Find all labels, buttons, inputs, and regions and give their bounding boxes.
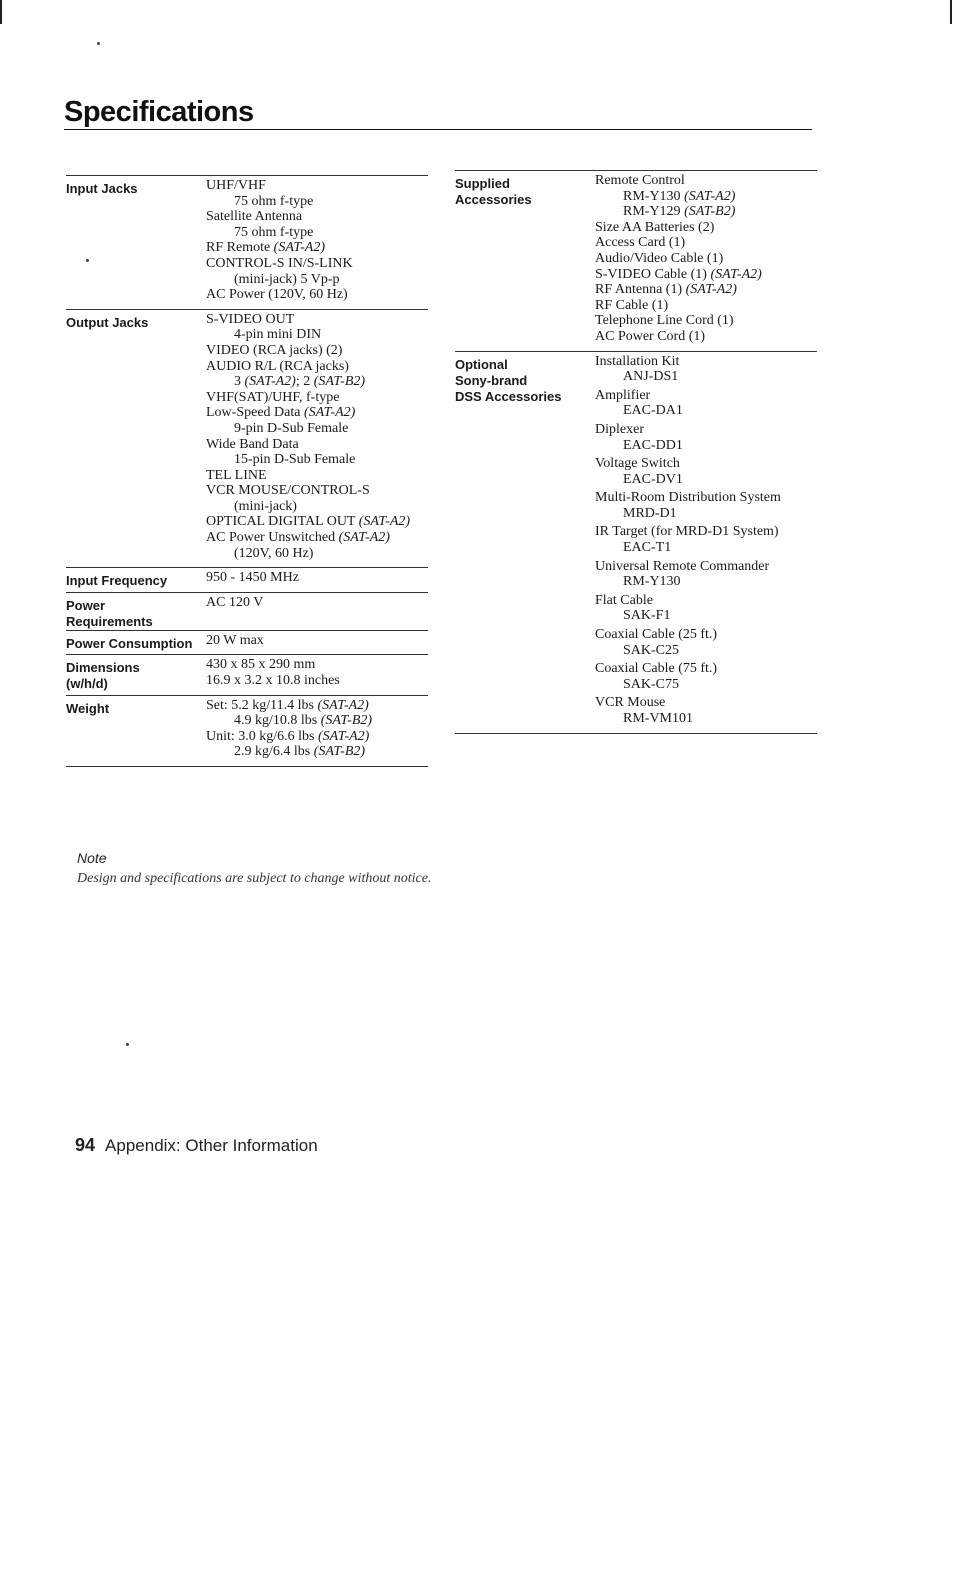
spec-value-text: Access Card (1) — [595, 235, 686, 251]
model-qualifier: (SAT-A2) — [338, 530, 390, 546]
spec-row — [66, 567, 428, 592]
spec-value-line — [595, 267, 762, 283]
spec-label — [66, 631, 206, 655]
spec-value-text: IR Target (for MRD-D1 System) — [595, 524, 779, 540]
spec-label-line: Accessories — [455, 192, 532, 207]
spec-value-line — [595, 403, 781, 419]
spec-row — [455, 351, 817, 734]
spec-value-text: 2.9 kg/6.4 lbs — [234, 744, 314, 760]
spec-value-text: Installation Kit — [595, 353, 680, 369]
spec-values — [595, 171, 762, 351]
spec-label-line: Output Jacks — [66, 314, 149, 330]
spec-value-line — [206, 499, 410, 515]
spec-value-text: Telephone Line Cord (1) — [595, 313, 734, 329]
spec-label — [66, 655, 206, 694]
spec-value-line — [206, 514, 410, 530]
model-qualifier: (SAT-B2) — [320, 713, 373, 729]
spec-row — [66, 309, 428, 568]
spec-row — [66, 175, 428, 309]
spec-value-line — [595, 251, 762, 267]
spec-label-line: Input Jacks — [66, 181, 138, 196]
spec-value-line — [206, 343, 410, 359]
spec-value-line — [206, 452, 410, 468]
spec-value-line — [206, 194, 353, 210]
spec-value-line — [595, 456, 781, 472]
model-qualifier: (SAT-B2) — [684, 204, 736, 220]
spec-label-line: Optional — [455, 356, 508, 372]
spec-row — [66, 654, 428, 694]
spec-value-line — [206, 359, 410, 375]
spec-value-text: ; 2 — [295, 374, 314, 390]
spec-label-line: (w/h/d) — [66, 676, 108, 692]
spec-value-line — [595, 661, 781, 677]
spec-value-text: RM-Y130 — [623, 574, 681, 590]
spec-value-line — [206, 256, 353, 272]
spec-value-text: Flat Cable — [595, 592, 653, 608]
spec-value-line — [206, 390, 410, 406]
spec-row — [455, 170, 817, 351]
spec-value-line — [206, 437, 410, 453]
spec-label — [66, 696, 206, 766]
spec-value-text: 15-pin D-Sub Female — [234, 452, 356, 468]
spec-value-line — [206, 287, 353, 303]
spec-value-text: Universal Remote Commander — [595, 558, 770, 574]
spec-value-text: 950 - 1450 MHz — [206, 570, 299, 586]
spec-value-text: AC Power Unswitched — [206, 530, 339, 546]
spec-label — [66, 176, 206, 309]
spec-value-text: AC Power (120V, 60 Hz) — [206, 287, 348, 303]
spec-value-text: RF Remote — [206, 240, 274, 256]
spec-row — [66, 592, 428, 630]
page-number: 94 — [75, 1135, 96, 1155]
spec-value-line — [595, 354, 781, 370]
spec-value-text: 20 W max — [206, 632, 264, 648]
model-qualifier: (SAT-A2) — [318, 728, 370, 744]
spec-value-text: S-VIDEO Cable (1) — [595, 266, 711, 282]
spec-value-text: CONTROL-S IN/S-LINK — [206, 255, 353, 271]
spec-value-text: (120V, 60 Hz) — [234, 545, 314, 561]
model-qualifier: (SAT-A2) — [358, 514, 411, 530]
spec-value-line — [595, 313, 762, 329]
spec-value-line — [206, 673, 340, 689]
spec-value-text: SAK-C25 — [623, 642, 680, 658]
spec-value-line — [206, 405, 410, 421]
spec-value-text: 430 x 85 x 290 mm — [206, 657, 316, 673]
spec-value-line — [206, 483, 410, 499]
spec-value-text: Diplexer — [595, 421, 644, 437]
spec-value-text: MRD-D1 — [623, 505, 677, 521]
spec-value-text: RM-Y130 — [623, 188, 685, 204]
model-qualifier: (SAT-A2) — [317, 697, 369, 713]
spec-value-line — [206, 312, 410, 328]
right-spec-table — [455, 170, 817, 734]
spec-value-line — [595, 369, 781, 385]
spec-values — [595, 352, 781, 733]
spec-value-text: 3 — [234, 374, 245, 390]
spec-value-line — [595, 608, 781, 624]
spec-value-line — [206, 595, 263, 611]
spec-value-line — [206, 729, 372, 745]
spec-value-line — [206, 530, 410, 546]
spec-value-text: Unit: 3.0 kg/6.6 lbs — [206, 728, 319, 744]
spec-value-line — [206, 272, 353, 288]
scan-speck — [97, 42, 100, 45]
spec-value-line — [595, 329, 762, 345]
spec-value-text: Audio/Video Cable (1) — [595, 250, 724, 266]
spec-value-line — [595, 574, 781, 590]
spec-value-line — [595, 540, 781, 556]
footer-section: Appendix: Other Information — [105, 1136, 318, 1155]
spec-value-line — [595, 235, 762, 251]
spec-row — [66, 630, 428, 655]
spec-values — [206, 568, 299, 592]
spec-value-text: 4.9 kg/10.8 lbs — [234, 713, 321, 729]
spec-value-text: Coaxial Cable (25 ft.) — [595, 627, 718, 643]
spec-label-line: Requirements — [66, 613, 153, 629]
spec-value-text: AC Power Cord (1) — [595, 328, 706, 344]
spec-value-line — [595, 298, 762, 314]
spec-value-line — [206, 657, 340, 673]
spec-value-line — [595, 282, 762, 298]
spec-value-line — [206, 744, 372, 760]
spec-value-text: Remote Control — [595, 173, 685, 188]
scan-speck — [126, 1043, 129, 1046]
spec-value-text: 4-pin mini DIN — [234, 327, 322, 343]
spec-value-line — [206, 209, 353, 225]
spec-label-line: Power — [66, 597, 106, 613]
spec-value-line — [595, 204, 762, 220]
spec-value-text: 16.9 x 3.2 x 10.8 inches — [206, 673, 340, 689]
spec-value-line — [595, 490, 781, 506]
spec-value-line — [595, 627, 781, 643]
spec-label — [66, 568, 206, 592]
spec-value-line — [206, 240, 353, 256]
left-spec-table — [66, 175, 428, 767]
title-divider — [64, 129, 812, 130]
spec-value-line — [595, 711, 781, 727]
spec-value-line — [206, 225, 353, 241]
spec-value-line — [595, 422, 781, 438]
spec-value-line — [595, 524, 781, 540]
spec-row — [66, 695, 428, 767]
spec-value-text: 75 ohm f-type — [234, 193, 314, 209]
spec-values — [206, 631, 264, 655]
spec-value-text: 9-pin D-Sub Female — [234, 420, 349, 436]
page-edge-mark — [0, 0, 2, 24]
spec-value-text: Multi-Room Distribution System — [595, 490, 781, 506]
spec-value-text: Amplifier — [595, 387, 651, 403]
spec-value-text: VIDEO (RCA jacks) (2) — [206, 342, 343, 358]
spec-value-text: (mini-jack) — [234, 498, 297, 514]
spec-value-text: TEL LINE — [206, 467, 267, 483]
spec-value-text: Satellite Antenna — [206, 209, 303, 225]
spec-values — [206, 655, 340, 694]
spec-label-line: DSS Accessories — [455, 388, 562, 404]
model-qualifier: (SAT-A2) — [684, 188, 736, 204]
spec-value-line — [206, 546, 410, 562]
spec-value-text: OPTICAL DIGITAL OUT — [206, 514, 359, 530]
spec-label-line: Input Frequency — [66, 573, 168, 589]
spec-value-text: EAC-DA1 — [623, 403, 683, 419]
note-text: Design and specifications are subject to change without notice. — [77, 871, 432, 886]
spec-value-text: Wide Band Data — [206, 436, 299, 452]
spec-value-text: EAC-DD1 — [623, 437, 683, 453]
spec-value-text: Coaxial Cable (75 ft.) — [595, 661, 718, 677]
spec-value-text: AUDIO R/L (RCA jacks) — [206, 358, 349, 374]
model-qualifier: (SAT-A2) — [710, 266, 762, 282]
spec-value-line — [595, 559, 781, 575]
spec-value-line — [206, 570, 299, 586]
spec-value-line — [595, 677, 781, 693]
spec-value-text: SAK-F1 — [623, 608, 671, 624]
spec-label-line: Sony-brand — [455, 372, 528, 388]
spec-value-line — [206, 713, 372, 729]
page-title: Specifications — [64, 96, 254, 128]
spec-value-text: ANJ-DS1 — [623, 369, 679, 385]
spec-value-text: EAC-T1 — [623, 540, 672, 556]
spec-value-text: AC 120 V — [206, 594, 264, 610]
spec-value-text: VCR MOUSE/CONTROL-S — [206, 483, 370, 499]
spec-value-line — [206, 468, 410, 484]
spec-value-text: (mini-jack) 5 Vp-p — [234, 271, 340, 287]
spec-value-line — [206, 178, 353, 194]
scan-speck — [86, 259, 89, 262]
spec-value-line — [595, 220, 762, 236]
spec-value-line — [206, 327, 410, 343]
model-qualifier: (SAT-B2) — [313, 744, 366, 760]
spec-label — [455, 171, 595, 351]
spec-label — [66, 310, 206, 568]
spec-values — [206, 310, 410, 568]
model-qualifier: (SAT-B2) — [313, 374, 366, 390]
spec-label-line: Power Consumption — [66, 635, 193, 651]
spec-value-line — [206, 374, 410, 390]
spec-value-text: EAC-DV1 — [623, 471, 683, 487]
spec-value-line — [595, 472, 781, 488]
spec-value-text: VCR Mouse — [595, 695, 666, 711]
model-qualifier: (SAT-A2) — [303, 405, 356, 421]
spec-value-text: Set: 5.2 kg/11.4 lbs — [206, 697, 318, 713]
spec-label — [66, 593, 206, 630]
spec-value-text: RM-Y129 — [623, 204, 685, 220]
spec-value-text: RM-VM101 — [623, 711, 694, 726]
spec-value-text: VHF(SAT)/UHF, f-type — [206, 389, 340, 405]
spec-value-text: 75 ohm f-type — [234, 224, 314, 240]
spec-value-line — [595, 506, 781, 522]
model-qualifier: (SAT-A2) — [244, 374, 296, 390]
spec-values — [206, 593, 263, 630]
model-qualifier: (SAT-A2) — [685, 282, 737, 298]
spec-value-line — [595, 189, 762, 205]
spec-value-text: RF Antenna (1) — [595, 282, 686, 298]
page-edge-mark — [950, 0, 952, 24]
spec-value-line — [595, 388, 781, 404]
spec-value-line — [206, 633, 264, 649]
note-heading: Note — [77, 850, 107, 866]
spec-label — [455, 352, 595, 733]
spec-value-line — [595, 593, 781, 609]
spec-value-text: Voltage Switch — [595, 456, 680, 472]
spec-value-text: Low-Speed Data — [206, 405, 304, 421]
spec-value-line — [595, 695, 781, 711]
spec-label-line: Dimensions — [66, 660, 140, 676]
spec-label-line: Weight — [66, 700, 110, 716]
spec-value-line — [595, 643, 781, 659]
spec-value-text: UHF/VHF — [206, 178, 266, 193]
spec-value-line — [595, 173, 762, 189]
spec-value-line — [206, 421, 410, 437]
spec-value-line — [595, 438, 781, 454]
spec-value-line — [206, 698, 372, 714]
page-footer — [75, 1135, 318, 1156]
spec-value-text: Size AA Batteries (2) — [595, 219, 715, 235]
spec-values — [206, 176, 353, 309]
spec-values — [206, 696, 372, 766]
spec-value-text: SAK-C75 — [623, 676, 680, 692]
model-qualifier: (SAT-A2) — [273, 240, 325, 256]
spec-label-line: Supplied — [455, 176, 510, 191]
spec-value-text: S-VIDEO OUT — [206, 311, 295, 327]
spec-value-text: RF Cable (1) — [595, 297, 669, 313]
